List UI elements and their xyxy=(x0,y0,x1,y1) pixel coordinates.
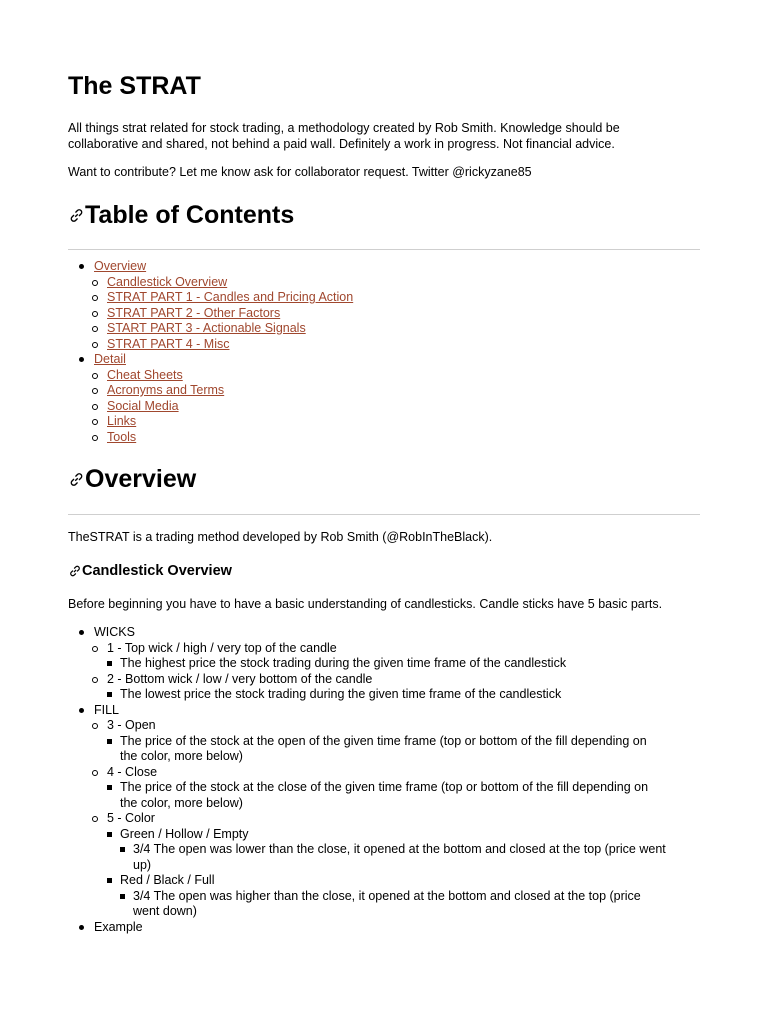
bullet-marker xyxy=(120,847,125,852)
toc-item xyxy=(68,430,700,446)
bullet-marker xyxy=(79,264,84,269)
list-item xyxy=(68,625,700,641)
candlestick-intro: Before beginning you have to have a basic understanding of candlesticks. Candle sticks have 5 basic parts. xyxy=(68,597,663,611)
contribute-paragraph: Want to contribute? Let me know ask for collaborator request. Twitter @rickyzane85 xyxy=(68,165,532,179)
list-item-text: WICKS xyxy=(94,625,135,639)
bullet-marker xyxy=(92,723,98,729)
toc-link[interactable]: Tools xyxy=(107,429,137,444)
toc-link[interactable]: Candlestick Overview xyxy=(107,274,228,289)
toc-link[interactable]: Social Media xyxy=(107,398,179,413)
list-item xyxy=(68,811,700,827)
list-item xyxy=(68,656,700,672)
list-item xyxy=(68,827,700,843)
bullet-marker xyxy=(107,661,112,666)
toc-item xyxy=(68,352,700,368)
toc-link[interactable]: Cheat Sheets xyxy=(107,367,183,382)
toc-link[interactable]: STRAT PART 2 - Other Factors xyxy=(107,305,281,320)
bullet-marker xyxy=(92,295,98,301)
bullet-marker xyxy=(92,326,98,332)
bullet-marker xyxy=(92,388,98,394)
bullet-marker xyxy=(92,342,98,348)
toc-link[interactable]: Detail xyxy=(94,352,126,366)
overview-heading xyxy=(68,463,196,495)
bullet-marker xyxy=(92,770,98,776)
list-item xyxy=(68,672,700,688)
page-title: The STRAT xyxy=(68,72,201,100)
link-icon[interactable] xyxy=(68,207,85,224)
list-item-text: The highest price the stock trading during the given time frame of the candlestick xyxy=(120,656,567,670)
candlestick-parts-list xyxy=(68,625,700,935)
list-item xyxy=(68,842,700,873)
list-item-text: Red / Black / Full xyxy=(120,873,215,887)
bullet-marker xyxy=(92,646,98,652)
overview-text: TheSTRAT is a trading method developed by Rob Smith (@RobInTheBlack). xyxy=(68,530,493,544)
list-item xyxy=(68,641,700,657)
list-item xyxy=(68,718,700,734)
toc-item xyxy=(68,290,700,306)
list-item xyxy=(68,687,700,703)
bullet-marker xyxy=(79,630,84,635)
bullet-marker xyxy=(92,373,98,379)
bullet-marker xyxy=(107,878,112,883)
toc-link[interactable]: STRAT PART 4 - Misc xyxy=(107,336,230,351)
bullet-marker xyxy=(92,311,98,317)
bullet-marker xyxy=(120,894,125,899)
list-item-text: 3/4 The open was higher than the close, it opened at the bottom and closed at the top (price xyxy=(133,888,641,903)
list-item-text: 5 - Color xyxy=(107,811,155,825)
toc-item xyxy=(68,321,700,337)
list-item xyxy=(68,780,700,811)
toc-heading xyxy=(68,199,294,231)
toc-heading-text: Table of Contents xyxy=(85,201,295,229)
list-item-text: Example xyxy=(94,919,143,934)
bullet-marker xyxy=(92,280,98,286)
bullet-marker xyxy=(107,692,112,697)
toc-item xyxy=(68,337,700,353)
toc-item xyxy=(68,414,700,430)
bullet-marker xyxy=(92,404,98,410)
list-item-text: Green / Hollow / Empty xyxy=(120,826,249,841)
list-item xyxy=(68,703,700,719)
candlestick-heading-text: Candlestick Overview xyxy=(82,563,232,579)
bullet-marker xyxy=(92,677,98,683)
bullet-marker xyxy=(92,816,98,822)
bullet-marker xyxy=(79,925,84,930)
overview-divider xyxy=(68,514,700,515)
intro-line-2: collaborative and shared, not behind a paid wall. Definitely a work in progress. Not financial advice. xyxy=(68,136,615,151)
bullet-marker xyxy=(92,435,98,441)
link-icon[interactable] xyxy=(68,564,82,578)
list-item xyxy=(68,765,700,781)
bullet-marker xyxy=(107,739,112,744)
bullet-marker xyxy=(107,785,112,790)
bullet-marker xyxy=(107,832,112,837)
list-item-text: went down) xyxy=(133,904,197,918)
list-item-text: the color, more below) xyxy=(120,749,243,763)
toc-item xyxy=(68,306,700,322)
list-item-text: 1 - Top wick / high / very top of the candle xyxy=(107,640,337,655)
list-item-text: The price of the stock at the close of the given time frame (top or bottom of the fill depending on xyxy=(120,780,649,794)
toc-list xyxy=(68,259,700,445)
list-item-text: FILL xyxy=(94,702,120,717)
list-item-text: The lowest price the stock trading during the given time frame of the candlestick xyxy=(120,687,562,701)
list-item xyxy=(68,889,700,920)
toc-item xyxy=(68,275,700,291)
toc-divider xyxy=(68,249,700,250)
bullet-marker xyxy=(79,357,84,362)
list-item-text: the color, more below) xyxy=(120,795,243,810)
toc-item xyxy=(68,399,700,415)
toc-link[interactable]: START PART 3 - Actionable Signals xyxy=(107,321,306,335)
toc-item xyxy=(68,259,700,275)
overview-heading-text: Overview xyxy=(85,465,197,493)
toc-link[interactable]: STRAT PART 1 - Candles and Pricing Action xyxy=(107,290,354,304)
list-item-text: 3 - Open xyxy=(107,718,156,732)
intro-line-1: All things strat related for stock trading, a methodology created by Rob Smith. Knowledge should be xyxy=(68,121,620,135)
list-item xyxy=(68,734,700,765)
list-item-text: The price of the stock at the open of the given time frame (top or bottom of the fill depending on xyxy=(120,733,647,748)
toc-item xyxy=(68,383,700,399)
list-item xyxy=(68,873,700,889)
bullet-marker xyxy=(79,708,84,713)
bullet-marker xyxy=(92,419,98,425)
list-item-text: 3/4 The open was lower than the close, it opened at the bottom and closed at the top (price went xyxy=(133,842,666,856)
intro-paragraph xyxy=(68,121,700,152)
link-icon[interactable] xyxy=(68,471,85,488)
candlestick-heading xyxy=(68,561,232,581)
toc-item xyxy=(68,368,700,384)
toc-link[interactable]: Acronyms and Terms xyxy=(107,383,225,397)
toc-link[interactable]: Links xyxy=(107,414,137,428)
list-item-text: up) xyxy=(133,857,152,872)
list-item xyxy=(68,920,700,936)
toc-link[interactable]: Overview xyxy=(94,259,147,273)
list-item-text: 2 - Bottom wick / low / very bottom of the candle xyxy=(107,671,373,686)
list-item-text: 4 - Close xyxy=(107,764,158,779)
